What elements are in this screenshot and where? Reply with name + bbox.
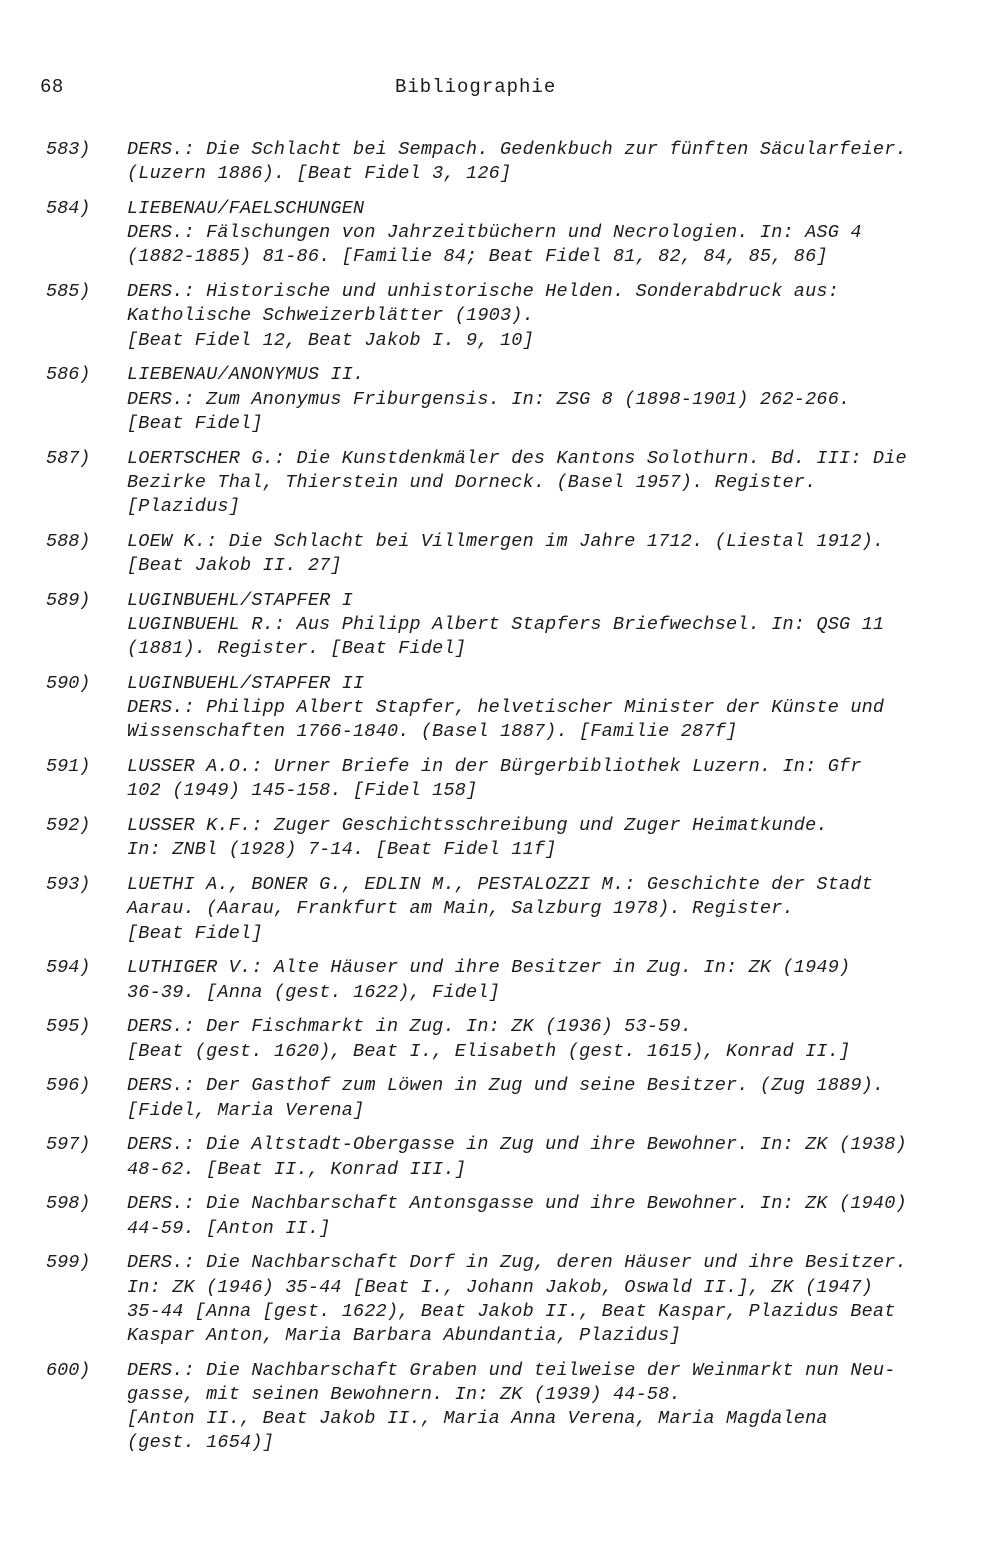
entry-line: [Fidel, Maria Verena] <box>127 1099 365 1121</box>
entry-text <box>127 1015 927 1063</box>
entry-text <box>127 873 927 946</box>
entry-line: DERS.: Zum Anonymus Friburgensis. In: ZSG 8 (1898-1901) 262-266. <box>127 388 851 410</box>
bibliography-entry <box>0 873 1000 946</box>
entry-text <box>127 1192 927 1240</box>
bibliography-entry <box>0 1133 1000 1181</box>
entry-line: Aarau. (Aarau, Frankfurt am Main, Salzburg 1978). Register. <box>127 898 794 920</box>
entry-line: [Beat Fidel] <box>127 922 263 944</box>
bibliography-entry <box>0 138 1000 186</box>
entry-line: DERS.: Philipp Albert Stapfer, helvetischer Minister der Künste und <box>127 697 885 719</box>
bibliography-entry <box>0 447 1000 520</box>
entry-number: 583) <box>46 139 91 160</box>
entry-line: [Beat Fidel 12, Beat Jakob I. 9, 10] <box>127 329 534 351</box>
entry-number: 586) <box>46 364 91 386</box>
entry-text <box>127 814 927 862</box>
bibliography-entry <box>0 814 1000 862</box>
entry-number: 597) <box>46 1134 91 1156</box>
entry-line: 44-59. [Anton II.] <box>127 1217 331 1239</box>
entry-text <box>127 956 927 1004</box>
entry-line: DERS.: Die Altstadt-Obergasse in Zug und ihre Bewohner. In: ZK (1938) <box>127 1134 907 1156</box>
entry-line: [Plazidus] <box>127 496 241 518</box>
entry-number: 592) <box>46 815 91 837</box>
entry-line: Katholische Schweizerblätter (1903). <box>127 305 534 327</box>
entry-line: 102 (1949) 145-158. [Fidel 158] <box>127 780 478 802</box>
entry-text <box>127 1251 927 1348</box>
entry-line: LOEW K.: Die Schlacht bei Villmergen im Jahre 1712. (Liestal 1912). <box>127 530 885 552</box>
entry-line: [Beat Fidel] <box>127 412 263 434</box>
entry-text <box>127 530 927 578</box>
bibliography-entry <box>0 672 1000 745</box>
bibliography-entry <box>0 1192 1000 1240</box>
entry-line: (1881). Register. [Beat Fidel] <box>127 638 467 660</box>
entry-line: DERS.: Historische und unhistorische Helden. Sonderabdruck aus: <box>127 281 840 303</box>
entry-line: Bezirke Thal, Thierstein und Dorneck. (Basel 1957). Register. <box>127 471 817 493</box>
entry-number: 585) <box>46 281 91 303</box>
bibliography-entry <box>0 530 1000 578</box>
entry-line: LOERTSCHER G.: Die Kunstdenkmäler des Kantons Solothurn. Bd. III: Die <box>127 447 907 469</box>
entry-line: In: ZNBl (1928) 7-14. [Beat Fidel 11f] <box>127 839 557 861</box>
bibliography-entry <box>0 280 1000 353</box>
entry-number: 584) <box>46 198 91 219</box>
entry-text <box>127 363 927 436</box>
entry-line: Kaspar Anton, Maria Barbara Abundantia, Plazidus] <box>127 1325 681 1347</box>
entry-text <box>127 197 927 270</box>
entry-text <box>127 755 927 803</box>
entry-line: [Anton II., Beat Jakob II., Maria Anna Verena, Maria Magdalena <box>127 1408 828 1430</box>
entry-line: DERS.: Die Nachbarschaft Dorf in Zug, deren Häuser und ihre Besitzer. <box>127 1252 907 1274</box>
bibliography-entry <box>0 956 1000 1004</box>
bibliography-entry <box>0 197 1000 270</box>
entry-line: (1882-1885) 81-86. [Familie 84; Beat Fidel 81, 82, 84, 85, 86] <box>127 246 828 268</box>
entry-line: 36-39. [Anna (gest. 1622), Fidel] <box>127 981 500 1003</box>
page-title: Bibliographie <box>395 76 557 98</box>
entry-line: LUGINBUEHL/STAPFER I <box>127 589 354 611</box>
entry-line: In: ZK (1946) 35-44 [Beat I., Johann Jakob, Oswald II.], ZK (1947) <box>127 1276 873 1298</box>
entry-line: [Beat (gest. 1620), Beat I., Elisabeth (gest. 1615), Konrad II.] <box>127 1040 851 1062</box>
entry-number: 594) <box>46 957 91 979</box>
entry-line: (Luzern 1886). [Beat Fidel 3, 126] <box>127 163 512 185</box>
entry-line: LIEBENAU/FAELSCHUNGEN <box>127 198 365 219</box>
entry-number: 591) <box>46 756 91 778</box>
entry-line: LUSSER A.O.: Urner Briefe in der Bürgerbibliothek Luzern. In: Gfr <box>127 756 862 778</box>
bibliography-entry <box>0 363 1000 436</box>
entry-line: DERS.: Der Fischmarkt in Zug. In: ZK (1936) 53-59. <box>127 1016 693 1038</box>
entry-text <box>127 1359 927 1456</box>
bibliography-entry <box>0 755 1000 803</box>
entry-number: 587) <box>46 447 91 469</box>
entry-line: LUGINBUEHL/STAPFER II <box>127 673 365 695</box>
entry-line: DERS.: Die Nachbarschaft Graben und teilweise der Weinmarkt nun Neu- <box>127 1359 896 1381</box>
entry-number: 595) <box>46 1016 91 1038</box>
entry-text <box>127 447 927 520</box>
entry-line: DERS.: Die Schlacht bei Sempach. Gedenkbuch zur fünften Säcularfeier. <box>127 139 907 160</box>
entry-text <box>127 280 927 353</box>
entry-text <box>127 138 927 186</box>
entry-line: DERS.: Fälschungen von Jahrzeitbüchern und Necrologien. In: ASG 4 <box>127 222 862 244</box>
entry-line: LIEBENAU/ANONYMUS II. <box>127 364 365 386</box>
entry-text <box>127 672 927 745</box>
entry-number: 596) <box>46 1075 91 1097</box>
entry-number: 589) <box>46 589 91 611</box>
entry-line: LUSSER K.F.: Zuger Geschichtsschreibung und Zuger Heimatkunde. <box>127 815 828 837</box>
bibliography-entry <box>0 1074 1000 1122</box>
entry-line: 48-62. [Beat II., Konrad III.] <box>127 1158 467 1180</box>
entry-text <box>127 589 927 662</box>
entry-line: [Beat Jakob II. 27] <box>127 555 342 577</box>
entry-line: DERS.: Die Nachbarschaft Antonsgasse und ihre Bewohner. In: ZK (1940) <box>127 1193 907 1215</box>
entry-number: 590) <box>46 673 91 695</box>
bibliography-entry <box>0 1015 1000 1063</box>
bibliography-list <box>0 138 1000 1456</box>
bibliography-entry <box>0 1251 1000 1348</box>
entry-number: 600) <box>46 1359 91 1381</box>
entry-line: gasse, mit seinen Bewohnern. In: ZK (1939) 44-58. <box>127 1384 681 1406</box>
entry-line: Wissenschaften 1766-1840. (Basel 1887). [Familie 287f] <box>127 721 738 743</box>
entry-text <box>127 1133 927 1181</box>
entry-number: 599) <box>46 1252 91 1274</box>
entry-line: (gest. 1654)] <box>127 1432 274 1454</box>
entry-line: LUTHIGER V.: Alte Häuser und ihre Besitzer in Zug. In: ZK (1949) <box>127 957 851 979</box>
page-number: 68 <box>40 76 64 98</box>
entry-line: LUETHI A., BONER G., EDLIN M., PESTALOZZI M.: Geschichte der Stadt <box>127 874 873 896</box>
entry-line: 35-44 [Anna [gest. 1622), Beat Jakob II., Beat Kaspar, Plazidus Beat <box>127 1300 896 1322</box>
entry-text <box>127 1074 927 1122</box>
entry-number: 598) <box>46 1193 91 1215</box>
entry-number: 593) <box>46 874 91 896</box>
entry-line: DERS.: Der Gasthof zum Löwen in Zug und seine Besitzer. (Zug 1889). <box>127 1075 885 1097</box>
bibliography-entry <box>0 1359 1000 1456</box>
entry-line: LUGINBUEHL R.: Aus Philipp Albert Stapfers Briefwechsel. In: QSG 11 <box>127 614 885 636</box>
entry-number: 588) <box>46 530 91 552</box>
bibliography-entry <box>0 589 1000 662</box>
